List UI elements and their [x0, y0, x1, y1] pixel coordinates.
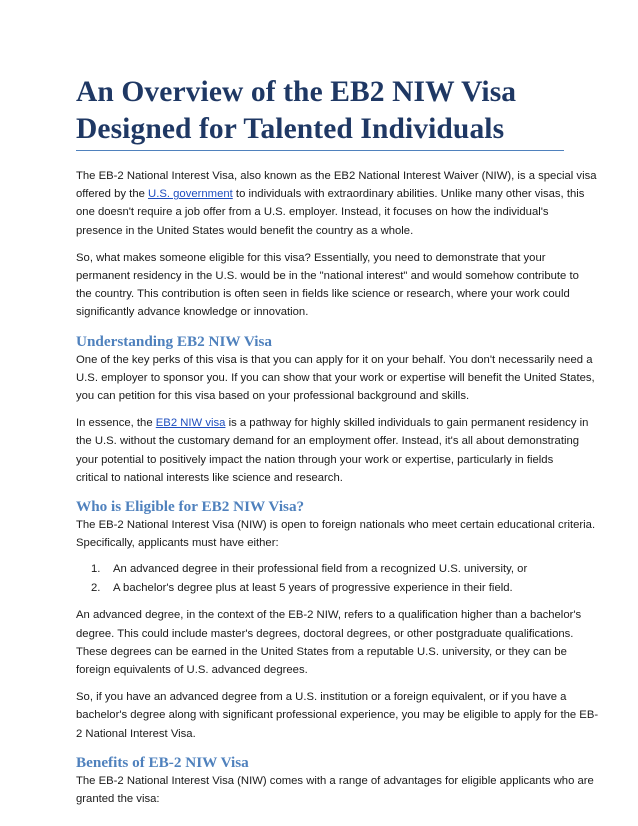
- understanding-paragraph-1: One of the key perks of this visa is that you can apply for it on your behalf. You don't necessarily need a U.S. employer to sponsor you. If you can show that your work or expertise will benefit the United States, you can petition for this visa based on your professional background and skills.: [76, 353, 595, 403]
- list-item: 1. An advanced degree in their professional field from a recognized U.S. university, or: [91, 563, 528, 576]
- eb2-niw-visa-link[interactable]: EB2 NIW visa: [155, 417, 226, 430]
- intro-paragraph-2: So, what makes someone eligible for this visa? Essentially, you need to demonstrate that your permanent residency in the U.S. would be in the "national interest" and would somehow contribute to the country. This contribution is often seen in fields like science or research, where your work could significantly advance knowledge or innovation.: [76, 251, 579, 319]
- eligibility-list: [76, 560, 564, 597]
- list-item: 2. A bachelor's degree plus at least 5 years of progressive experience in their field.: [91, 581, 513, 594]
- eligibility-paragraph-1: The EB-2 National Interest Visa (NIW) is open to foreign nationals who meet certain educational criteria. Specifically, applicants must have either:: [76, 519, 596, 550]
- page-title-line-1: An Overview of the EB2 NIW Visa: [76, 76, 517, 108]
- eligibility-paragraph-2: An advanced degree, in the context of the EB-2 NIW, refers to a qualification higher than a bachelor's degree. This could include master's degrees, doctoral degrees, or other postgraduate qualifications. These degrees can be earned in the United States from a reputable U.S. university, or they can be foreign equivalents of U.S. advanced degrees.: [76, 609, 582, 677]
- section-heading-understanding: Understanding EB2 NIW Visa: [76, 332, 272, 350]
- intro-paragraph-1: The EB-2 National Interest Visa, also known as the EB2 National Interest Waiver (NIW), is a special visa offered by the U.S. government to individuals with extraordinary abilities. Unlike many other visas, this one doesn't require a job offer from a U.S. employer. Instead, it focuses on how the individual's presence in the United States would benefit the country as a whole.: [76, 170, 597, 237]
- page-title-line-2: Designed for Talented Individuals: [76, 113, 505, 145]
- benefits-paragraph-1: The EB-2 National Interest Visa (NIW) comes with a range of advantages for eligible applicants who are granted the visa:: [76, 774, 594, 806]
- page-title: [76, 74, 564, 151]
- eligibility-paragraph-3: So, if you have an advanced degree from a U.S. institution or a foreign equivalent, or if you have a bachelor's degree along with significant professional experience, you may be eligible to apply for the EB- 2 National Interest Visa.: [76, 691, 599, 740]
- section-heading-eligibility: Who is Eligible for EB2 NIW Visa?: [76, 498, 305, 516]
- document-page: [76, 74, 599, 808]
- understanding-paragraph-2: In essence, the EB2 NIW visa is a pathway for highly skilled individuals to gain permanent residency in the U.S. without the customary demand for an employment offer. Instead, it's all about demonstrating your potential to positively impact the nation through your work or expertise, particularly in fields critical to national interests like science and research.: [76, 417, 589, 484]
- us-government-link[interactable]: U.S. government: [148, 188, 233, 201]
- section-heading-benefits: Benefits of EB-2 NIW Visa: [76, 753, 249, 771]
